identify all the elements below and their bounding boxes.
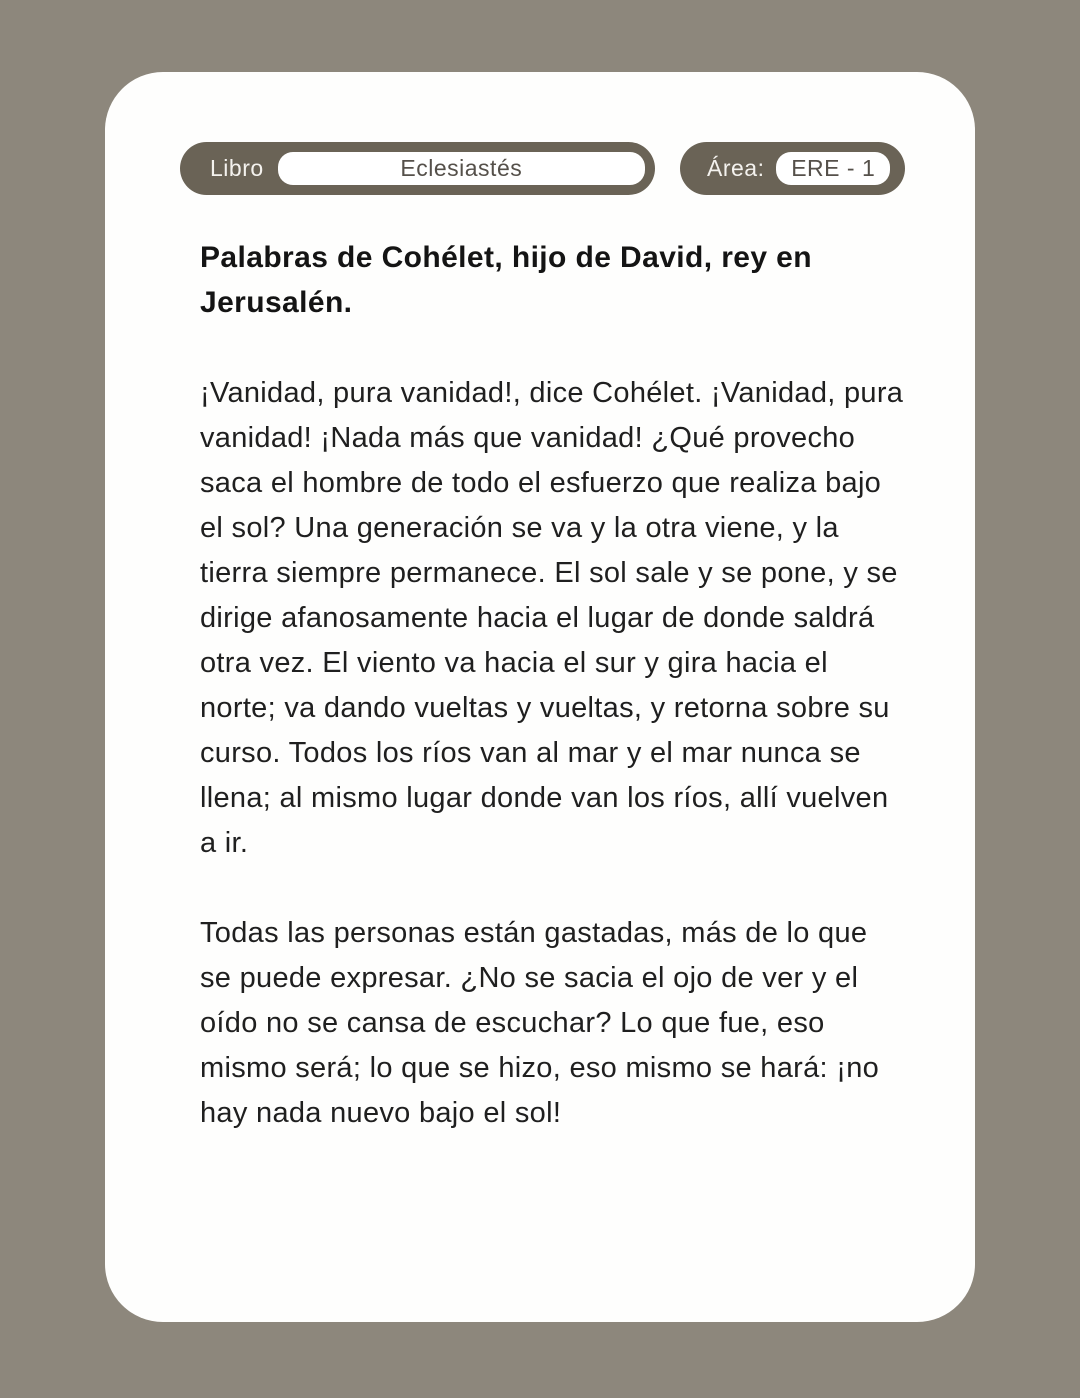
document-card [105, 72, 975, 1322]
page-title: Palabras de Cohélet, hijo de David, rey en Jerusalén. [200, 241, 812, 319]
header-row [180, 142, 905, 195]
book-field-label: Libro [210, 155, 264, 181]
area-field-label: Área: [707, 155, 765, 181]
body-paragraph: ¡Vanidad, pura vanidad!, dice Cohélet. ¡Vanidad, pura vanidad! ¡Nada más que vanidad! ¿Qué provecho saca el hombre de todo el esfuerzo que realiza bajo el sol? Una generación se va y la otra viene, y la tierra siempre permanece. El sol sale y se pone, y se dirige afanosamente hacia el lugar de donde saldrá otra vez. El viento va hacia el sur y gira hacia el norte; va dando vueltas y vueltas, y retorna sobre su curso. Todos los ríos van al mar y el mar nunca se llena; al mismo lugar donde van los ríos, allí vuelven a ir. [200, 377, 904, 859]
document-body [200, 235, 906, 1136]
book-field-value: Eclesiastés [278, 152, 645, 185]
area-field-badge [680, 142, 905, 195]
area-field-value: ERE - 1 [776, 152, 890, 185]
book-field-badge [180, 142, 655, 195]
body-paragraph: Todas las personas están gastadas, más de lo que se puede expresar. ¿No se sacia el ojo de ver y el oído no se cansa de escuchar? Lo que fue, eso mismo será; lo que se hizo, eso mismo se hará: ¡no hay nada nuevo bajo el sol! [200, 917, 880, 1129]
